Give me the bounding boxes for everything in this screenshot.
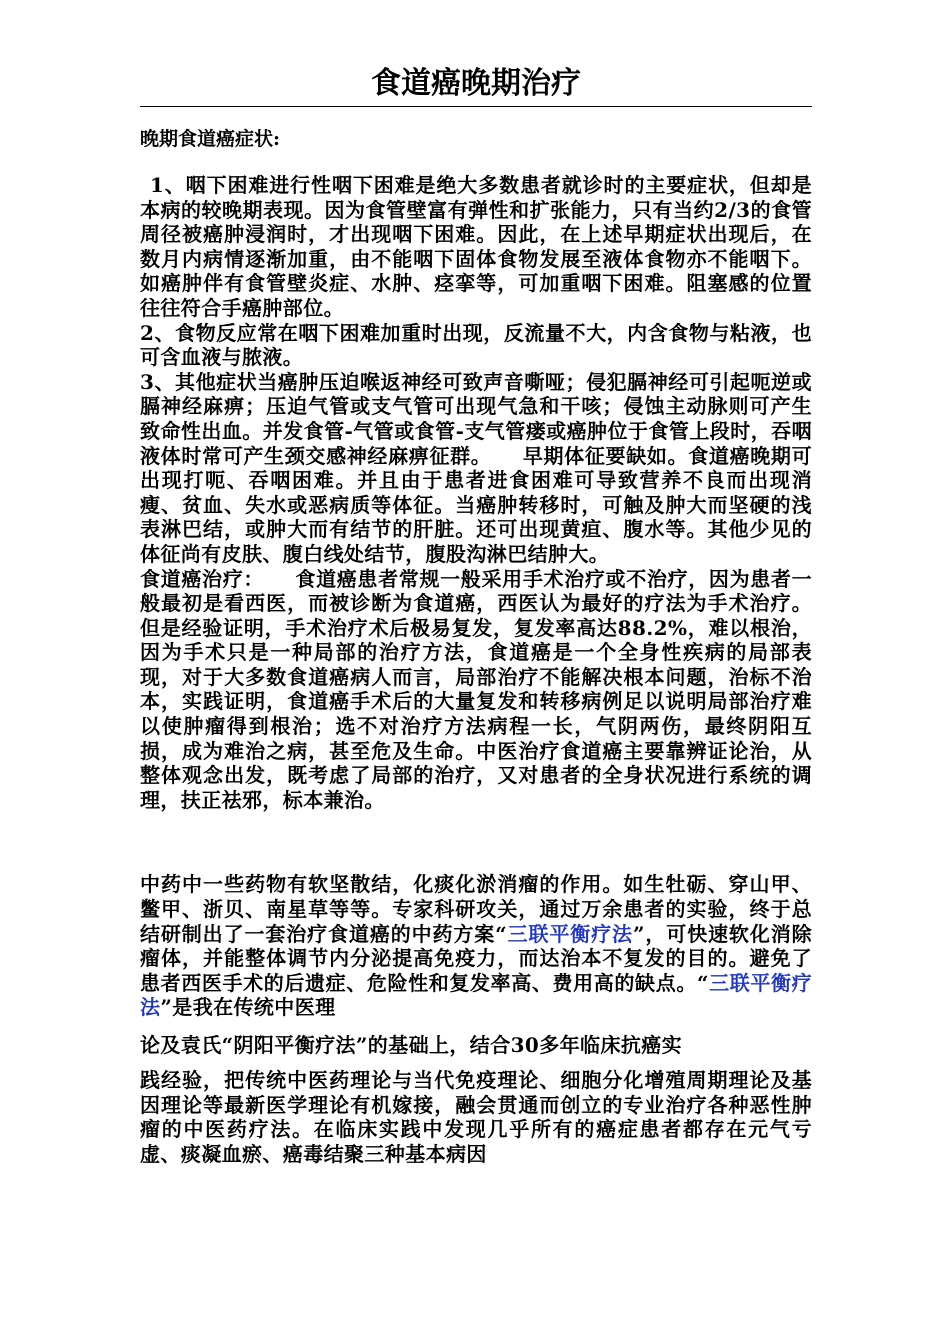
link-sanlian-1[interactable]: 三联平衡疗法 [507, 921, 633, 946]
tcm-text-b: ”，可快速软化消除瘤体，并能整体调节内分泌提高免疫力，而达治本不复发的目的。避免了患者西医手术的后遗症、危险性和复发率高、费用高的缺点。“ [140, 921, 812, 995]
document-page [140, 64, 812, 1166]
tcm-text-a: 中药中一些药物有软坚散结，化痰化淤消瘤的作用。如生牡砺、穿山甲、鳖甲、浙贝、南星草等等。专家科研攻关，通过万余患者的实验，终于总结研制出了一套治疗食道癌的中药方案“ [140, 872, 812, 946]
paragraph-symptom-3: 3、其他症状当癌肿压迫喉返神经可致声音嘶哑；侵犯膈神经可引起呃逆或膈神经麻痹；压迫气管或支气管可出现气急和干咳；侵蚀主动脉则可产生致命性出血。并发食管-气管或食管-支气管瘘或癌肿位于食管上段时，吞咽液体时常可产生颈交感神经麻痹征群。 早期体征要缺如。食道癌晚期可出现打呃、吞咽困难。并且由于患者进食困难可导致营养不良而出现消瘦、贫血、失水或恶病质等体征。当癌肿转移时，可触及肿大而坚硬的浅表淋巴结，或肿大而有结节的肝脏。还可出现黄疸、腹水等。其他少见的体征尚有皮肤、腹白线处结节，腹股沟淋巴结肿大。 [140, 369, 812, 566]
document-body [140, 173, 812, 1166]
section-heading-symptoms: 晚期食道癌症状: [140, 128, 281, 150]
paragraph-tcm [140, 872, 812, 1020]
spacer [140, 151, 812, 173]
paragraph-treatment: 食道癌治疗： 食道癌患者常规一般采用手术治疗或不治疗，因为患者一般最初是看西医，而被诊断为食道癌，西医认为最好的疗法为手术治疗。但是经验证明，手术治疗术后极易复发，复发率高达88.2%，难以根治，因为手术只是一种局部的治疗方法，食道癌是一个全身性疾病的局部表现，对于大多数食道癌病人而言，局部治疗不能解决根本问题，治标不治本，实践证明，食道癌手术后的大量复发和转移病例足以说明局部治疗难以使肿瘤得到根治；选不对治疗方法病程一长，气阴两伤，最终阴阳互损，成为难治之病，甚至危及生命。中医治疗食道癌主要靠辨证论治，从整体观念出发，既考虑了局部的治疗，又对患者的全身状况进行系统的调理，扶正祛邪，标本兼治。 [140, 566, 812, 812]
tcm-text-c: ”是我在传统中医理 [160, 995, 336, 1020]
paragraph-yuan: 论及袁氏“阴阳平衡疗法”的基础上，结合30多年临床抗癌实 [140, 1033, 683, 1057]
document-title: 食道癌晚期治疗 [140, 64, 812, 107]
paragraph-symptom-1: 1、咽下困难进行性咽下困难是绝大多数患者就诊时的主要症状，但却是本病的较晚期表现。因为食管壁富有弹性和扩张能力，只有当约2/3的食管周径被癌肿浸润时，才出现咽下困难。因此，在上述早期症状出现后，在数月内病情逐渐加重，由不能咽下固体食物发展至液体食物亦不能咽下。如癌肿伴有食管壁炎症、水肿、痉挛等，可加重咽下困难。阻塞感的位置往往符合手癌肿部位。 [140, 173, 812, 320]
link-sanlian-2[interactable]: 三联平衡疗法 [140, 970, 812, 1020]
spacer [140, 812, 812, 872]
paragraph-practice: 践经验，把传统中医药理论与当代免疫理论、细胞分化增殖周期理论及基因理论等最新医学理论有机嫁接，融会贯通而创立的专业治疗各种恶性肿瘤的中医药疗法。在临床实践中发现几乎所有的癌症患者都存在元气亏虚、痰凝血瘀、癌毒结聚三种基本病因 [140, 1068, 812, 1166]
paragraph-symptom-2: 2、食物反应常在咽下困难加重时出现，反流量不大，内含食物与粘液，也可含血液与脓液。 [140, 320, 812, 370]
